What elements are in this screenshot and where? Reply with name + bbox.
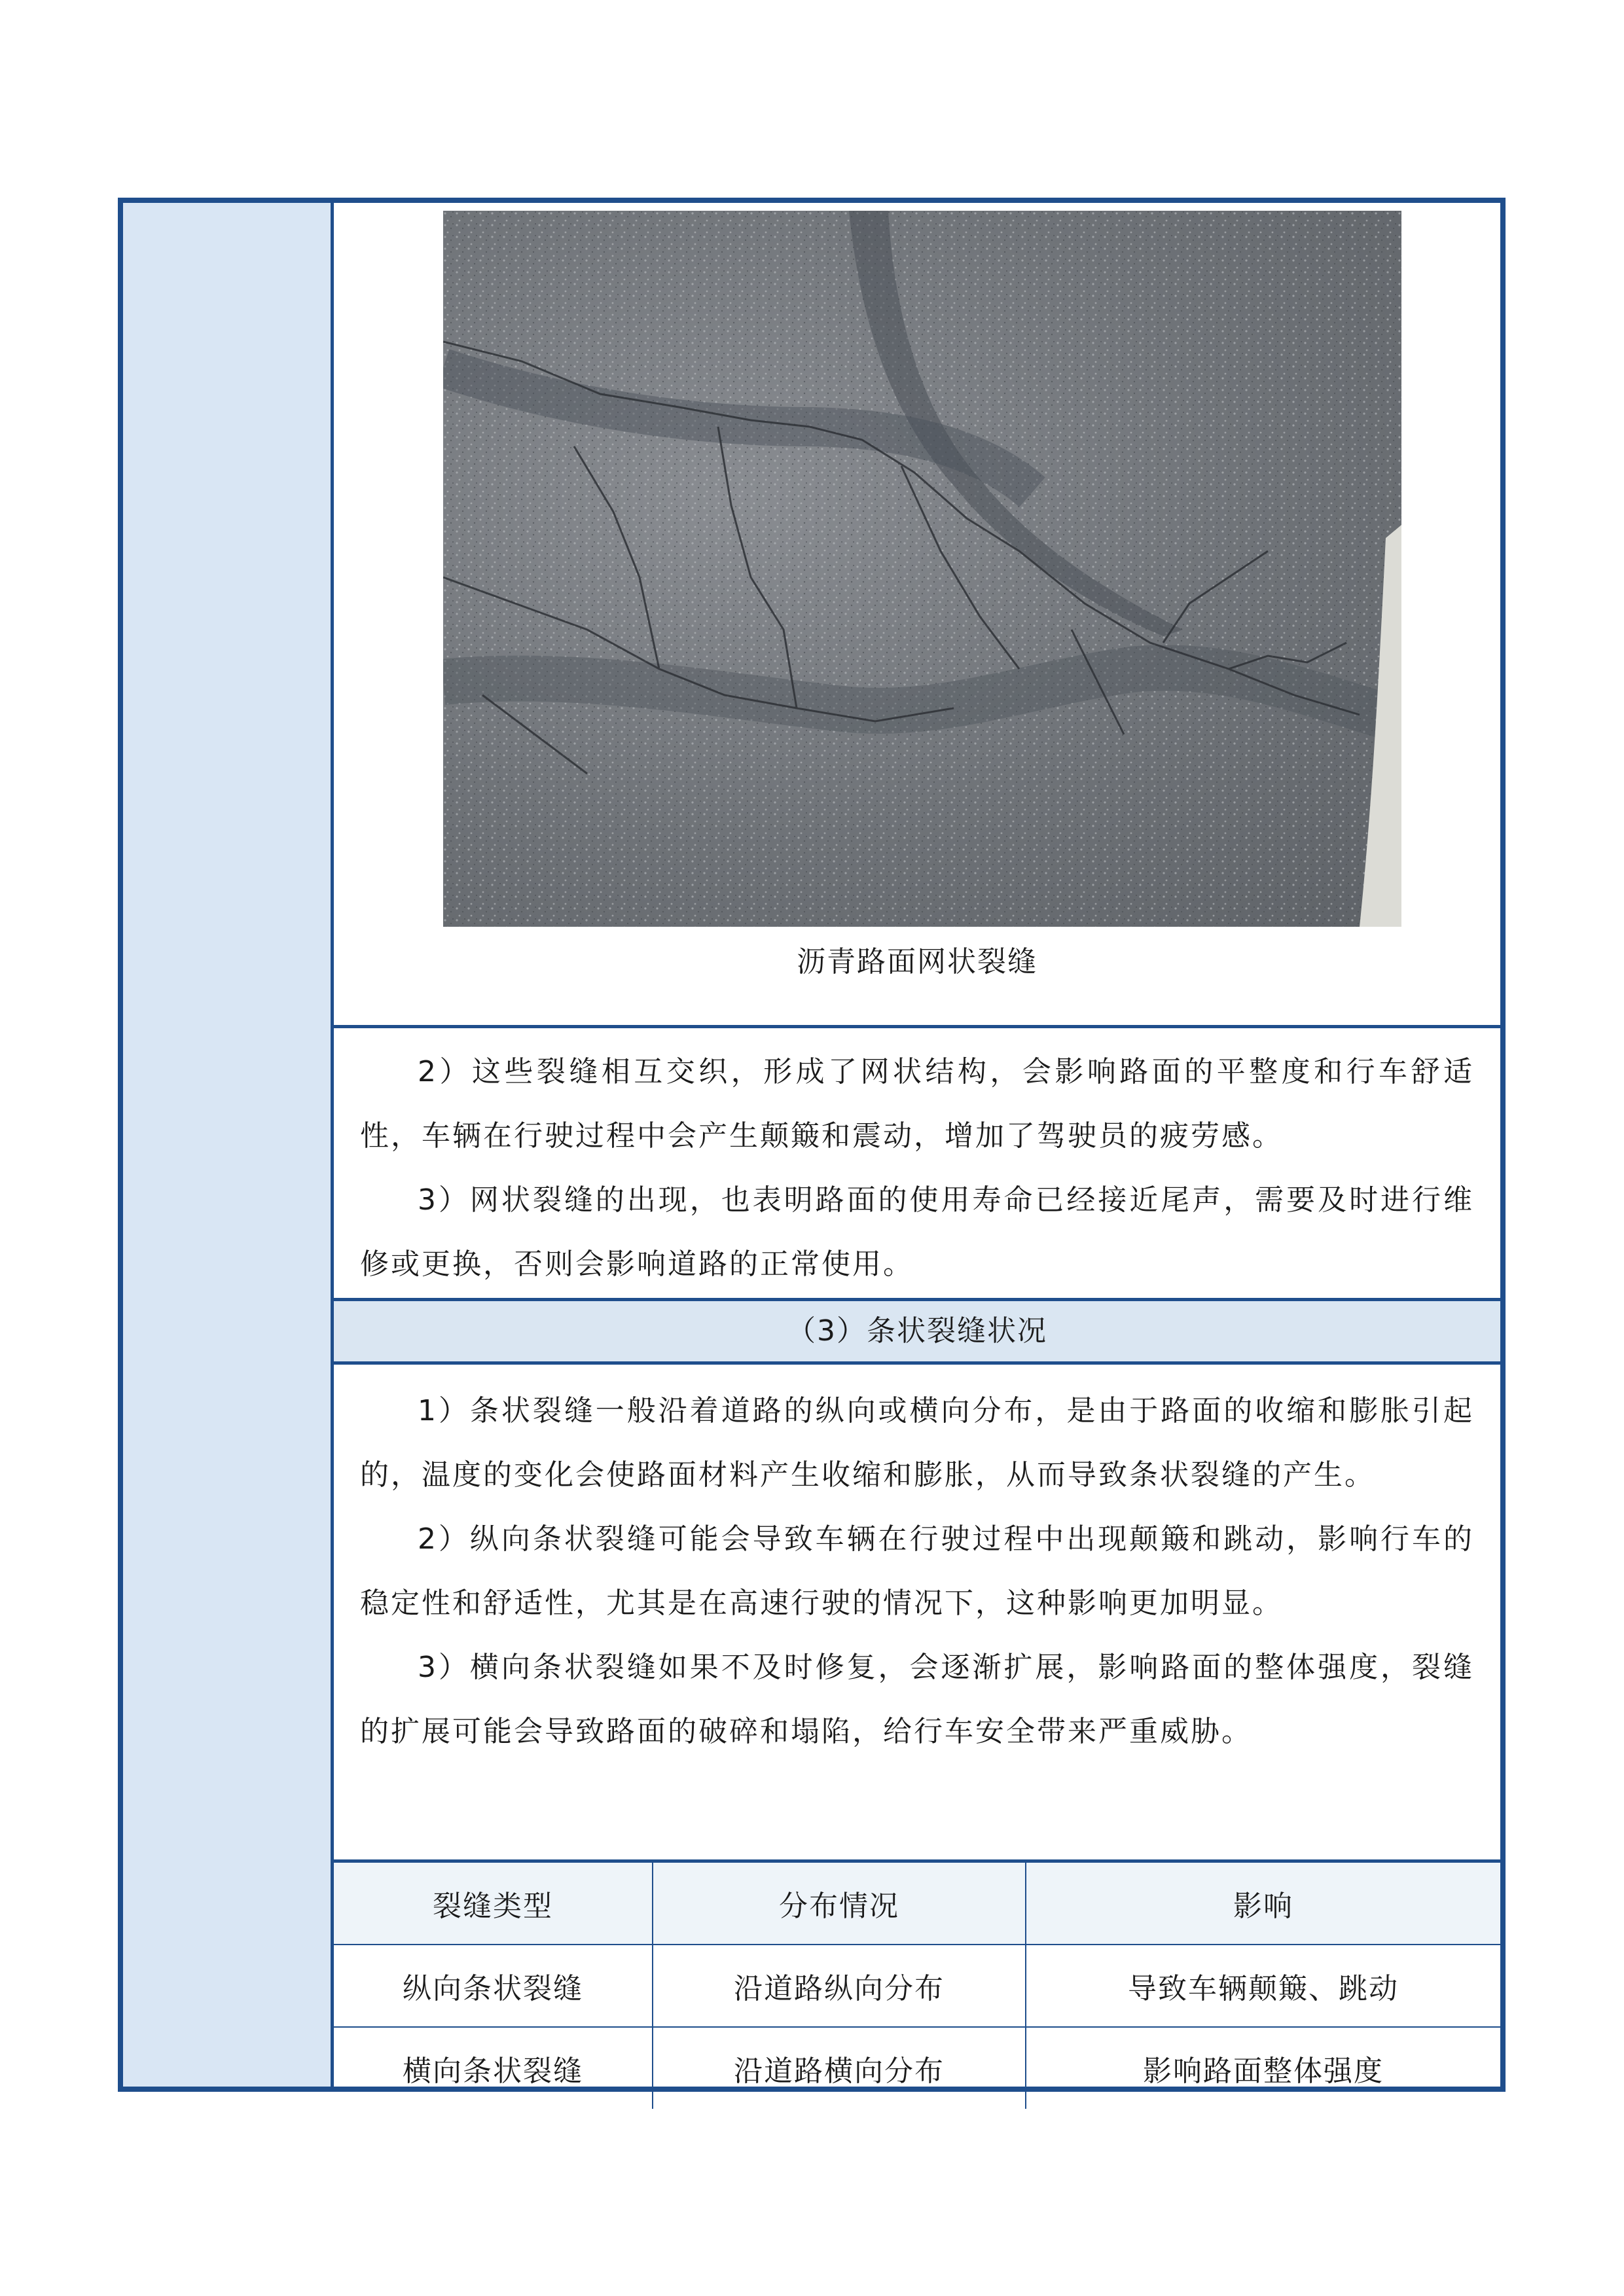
table-cell: 导致车辆颠簸、跳动	[1026, 1945, 1500, 2027]
paragraph: 2）这些裂缝相互交织，形成了网状结构，会影响路面的平整度和行车舒适性，车辆在行驶过程中会产生颠簸和震动，增加了驾驶员的疲劳感。	[360, 1055, 1474, 1153]
table-header-cell: 裂缝类型	[334, 1863, 653, 1945]
asphalt-texture-graphic	[443, 211, 1401, 927]
paragraph: 2）纵向条状裂缝可能会导致车辆在行驶过程中出现颠簸和跳动，影响行车的稳定性和舒适性，尤其是在高速行驶的情况下，这种影响更加明显。	[360, 1522, 1474, 1620]
network-crack-section	[334, 1028, 1500, 1298]
table-cell: 纵向条状裂缝	[334, 1945, 653, 2027]
table-header-cell: 影响	[1026, 1863, 1500, 1945]
left-sidebar-column	[123, 203, 334, 2087]
paragraph: 3）横向条状裂缝如果不及时修复，会逐渐扩展，影响路面的整体强度，裂缝的扩展可能会导致路面的破碎和塌陷，给行车安全带来严重威胁。	[360, 1651, 1474, 1748]
table-row	[334, 2027, 1500, 2109]
table-header-row	[334, 1863, 1500, 1945]
photo-section	[334, 203, 1500, 1025]
photo-caption: 沥青路面网状裂缝	[797, 945, 1038, 978]
table-cell: 影响路面整体强度	[1026, 2027, 1500, 2109]
crack-type-table	[334, 1863, 1500, 2109]
section-heading: （3）条状裂缝状况	[334, 1301, 1500, 1361]
table-row	[334, 1945, 1500, 2027]
paragraph: 1）条状裂缝一般沿着道路的纵向或横向分布，是由于路面的收缩和膨胀引起的，温度的变化会使路面材料产生收缩和膨胀，从而导致条状裂缝的产生。	[360, 1394, 1474, 1492]
table-header-cell: 分布情况	[653, 1863, 1026, 1945]
strip-crack-section	[334, 1365, 1500, 1859]
table-cell: 横向条状裂缝	[334, 2027, 653, 2109]
paragraph: 3）网状裂缝的出现，也表明路面的使用寿命已经接近尾声，需要及时进行维修或更换，否则会影响道路的正常使用。	[360, 1183, 1474, 1281]
content-column	[334, 203, 1500, 2087]
table-cell: 沿道路横向分布	[653, 2027, 1026, 2109]
document-frame	[118, 198, 1506, 2092]
asphalt-crack-photo	[443, 211, 1401, 927]
table-cell: 沿道路纵向分布	[653, 1945, 1026, 2027]
